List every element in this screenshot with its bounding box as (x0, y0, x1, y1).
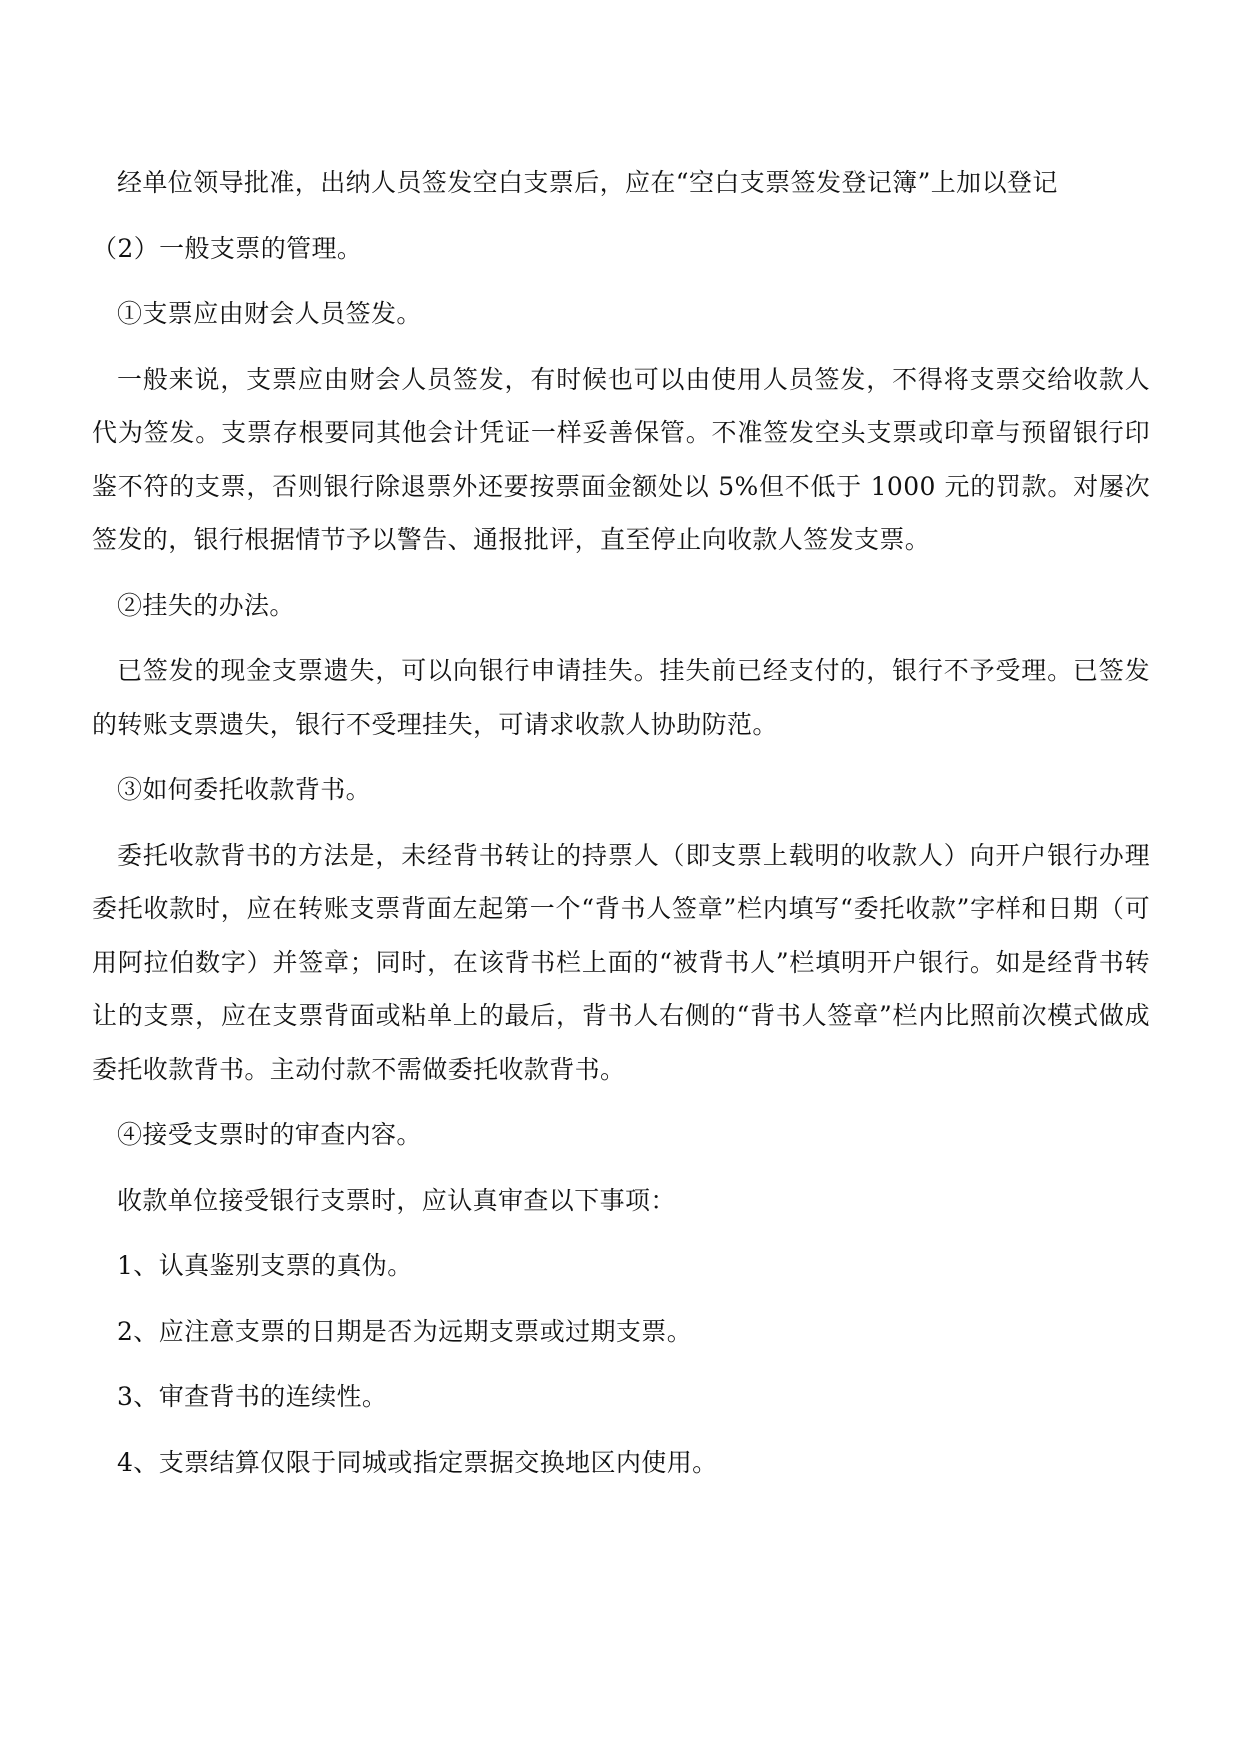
heading-collection-endorsement: ③如何委托收款背书。 (117, 775, 372, 804)
document-body (92, 156, 1150, 1501)
heading-loss-reporting: ②挂失的办法。 (117, 590, 295, 620)
heading-review-on-receipt: ④接受支票时的审查内容。 (117, 1120, 422, 1149)
list-item-usage-area: 4、支票结算仅限于同城或指定票据交换地区内使用。 (117, 1447, 718, 1477)
list-item-date-check: 2、应注意支票的日期是否为远期支票或过期支票。 (117, 1316, 693, 1346)
paragraph-review-intro: 收款单位接受银行支票时，应认真审查以下事项： (117, 1185, 676, 1215)
paragraph-collection-endorsement: 委托收款背书的方法是，未经背书转让的持票人（即支票上载明的收款人）向开户银行办理委托收款时，应在转账支票背面左起第一个“背书人签章”栏内填写“委托收款”字样和日期（可用阿拉伯数字）并签章；同时，在该背书栏上面的“被背书人”栏填明开户银行。如是经背书转让的支票，应在支票背面或粘单上的最后，背书人右侧的“背书人签章”栏内比照前次模式做成委托收款背书。主动付款不需做委托收款背书。 (92, 840, 1150, 1084)
heading-check-issuer: ①支票应由财会人员签发。 (117, 299, 422, 328)
paragraph-check-issuer: 一般来说，支票应由财会人员签发，有时候也可以由使用人员签发，不得将支票交给收款人代为签发。支票存根要同其他会计凭证一样妥善保管。不准签发空头支票或印章与预留银行印鉴不符的支票，否则银行除退票外还要按票面金额处以 5%但不低于 1000 元的罚款。对屡次签发的，银行根据情节予以警告、通报批评，直至停止向收款人签发支票。 (92, 364, 1150, 554)
list-item-authenticity: 1、认真鉴别支票的真伪。 (117, 1251, 413, 1280)
paragraph-loss-reporting: 已签发的现金支票遗失，可以向银行申请挂失。挂失前已经支付的，银行不予受理。已签发的转账支票遗失，银行不受理挂失，可请求收款人协助防范。 (92, 656, 1150, 739)
paragraph-blank-check-registration: 经单位领导批准，出纳人员签发空白支票后，应在“空白支票签发登记簿”上加以登记 (117, 168, 1058, 197)
heading-general-check-management: （2）一般支票的管理。 (92, 233, 363, 263)
list-item-endorsement-continuity: 3、审查背书的连续性。 (117, 1382, 388, 1411)
